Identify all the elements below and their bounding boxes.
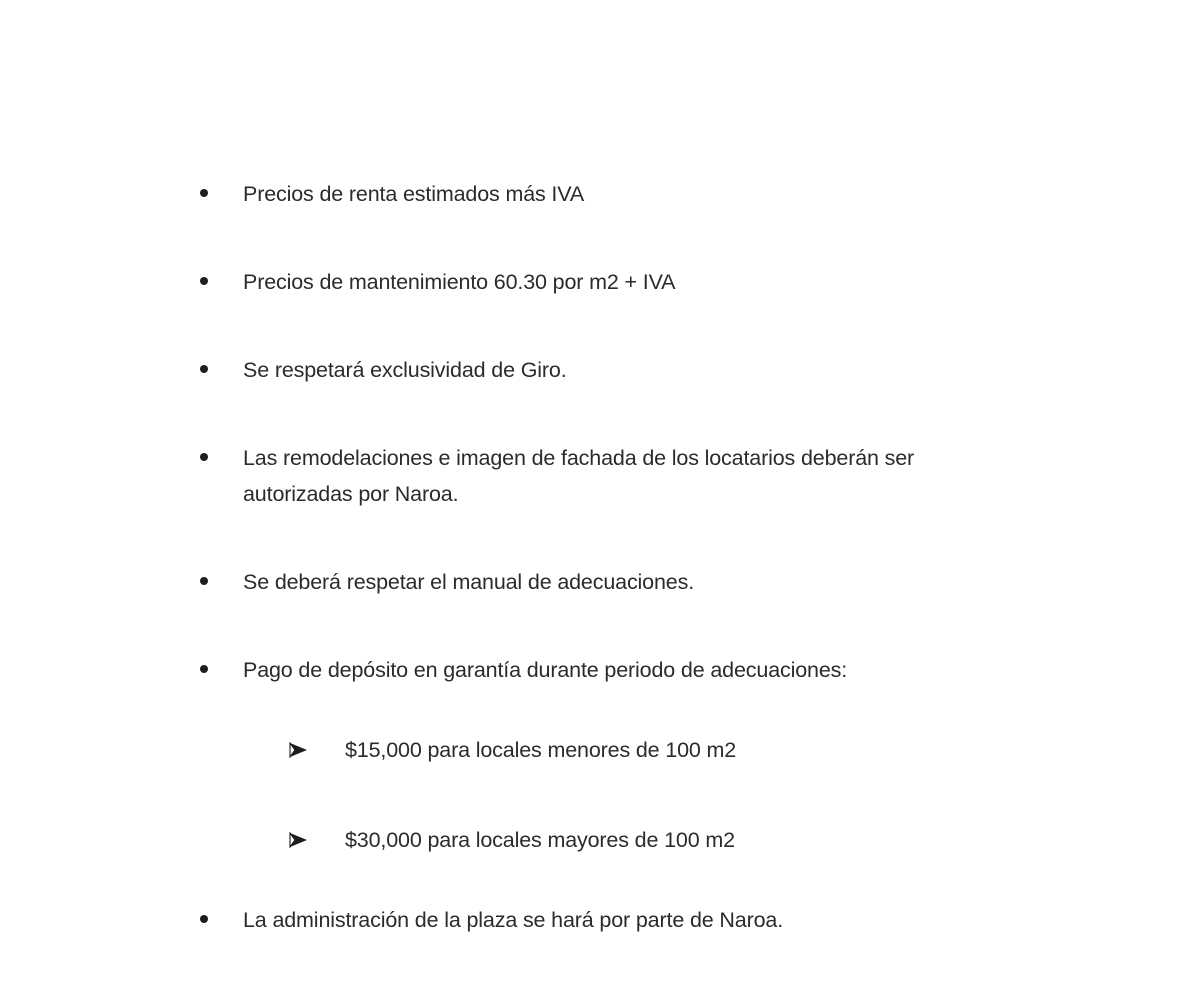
list-item-text: Se deberá respetar el manual de adecuaciones. bbox=[243, 570, 695, 594]
list-item-text: Precios de renta estimados más IVA bbox=[243, 182, 585, 206]
list-item bbox=[196, 440, 1026, 512]
sub-list-item-text: $30,000 para locales mayores de 100 m2 bbox=[345, 828, 735, 852]
list-item-text: Las remodelaciones e imagen de fachada de los locatarios deberán ser autorizadas por Naroa. bbox=[243, 446, 915, 506]
list-item-text: La administración de la plaza se hará por parte de Naroa. bbox=[243, 908, 784, 932]
sub-bullet-list bbox=[196, 732, 1026, 858]
bullet-disc-icon bbox=[200, 264, 214, 300]
bullet-disc-icon bbox=[200, 440, 214, 476]
sub-list-item-text: $15,000 para locales menores de 100 m2 bbox=[345, 738, 737, 762]
list-item bbox=[196, 652, 1026, 688]
list-item-text: Se respetará exclusividad de Giro. bbox=[243, 358, 567, 382]
bullet-disc-icon bbox=[200, 902, 214, 938]
list-item bbox=[196, 902, 1026, 938]
arrowhead-icon bbox=[288, 732, 314, 768]
list-item bbox=[196, 352, 1026, 388]
sub-list-item bbox=[288, 732, 1026, 768]
list-item bbox=[196, 564, 1026, 600]
arrowhead-icon bbox=[288, 822, 314, 858]
bullet-disc-icon bbox=[200, 352, 214, 388]
bullet-disc-icon bbox=[200, 176, 214, 212]
bullet-list bbox=[196, 176, 1026, 938]
list-item bbox=[196, 264, 1026, 300]
list-item-text: Precios de mantenimiento 60.30 por m2 + IVA bbox=[243, 270, 676, 294]
bullet-disc-icon bbox=[200, 652, 214, 688]
sub-list-item bbox=[288, 822, 1026, 858]
bullet-disc-icon bbox=[200, 564, 214, 600]
list-item bbox=[196, 176, 1026, 212]
list-item-text: Pago de depósito en garantía durante periodo de adecuaciones: bbox=[243, 658, 848, 682]
